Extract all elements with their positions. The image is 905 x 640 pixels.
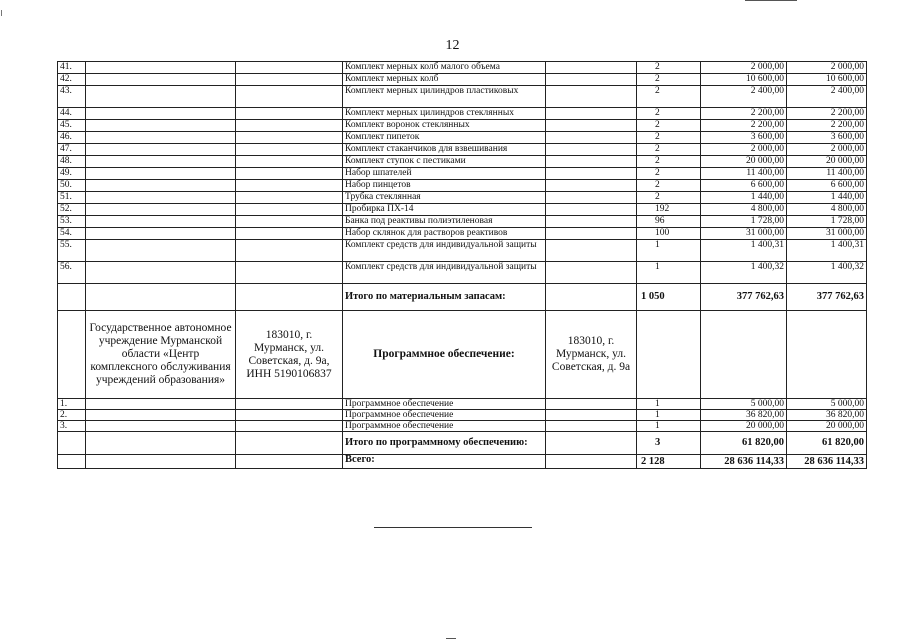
empty-cell xyxy=(86,240,236,262)
software-total-sum: 61 820,00 xyxy=(787,432,867,455)
empty-cell xyxy=(546,216,637,228)
row-number: 1. xyxy=(58,399,86,410)
empty-cell xyxy=(86,74,236,86)
empty-cell xyxy=(236,62,343,74)
item-quantity: 192 xyxy=(637,204,701,216)
row-number: 48. xyxy=(58,156,86,168)
page-number: 12 xyxy=(445,38,460,53)
item-price: 1 440,00 xyxy=(701,192,787,204)
empty-cell xyxy=(236,132,343,144)
empty-cell xyxy=(236,192,343,204)
material-total-sum: 377 762,63 xyxy=(787,284,867,311)
empty-cell xyxy=(546,204,637,216)
empty-cell xyxy=(86,132,236,144)
empty-cell xyxy=(236,240,343,262)
empty-cell xyxy=(236,399,343,410)
empty-cell xyxy=(86,284,236,311)
item-sum: 1 400,32 xyxy=(787,262,867,284)
table-row xyxy=(58,262,867,284)
table-row xyxy=(58,399,867,410)
item-price: 31 000,00 xyxy=(701,228,787,240)
empty-cell xyxy=(86,432,236,455)
empty-cell xyxy=(58,311,86,399)
software-total-qty: 3 xyxy=(637,432,701,455)
table-row xyxy=(58,228,867,240)
item-name: Комплект мерных колб xyxy=(343,74,546,86)
grand-total-qty: 2 128 xyxy=(637,455,701,469)
empty-cell xyxy=(58,455,86,469)
empty-cell xyxy=(546,284,637,311)
item-price: 10 600,00 xyxy=(701,74,787,86)
item-name: Набор шпателей xyxy=(343,168,546,180)
empty-cell xyxy=(86,62,236,74)
empty-cell xyxy=(546,86,637,108)
item-price: 3 600,00 xyxy=(701,132,787,144)
grand-total-sum: 28 636 114,33 xyxy=(787,455,867,469)
empty-cell xyxy=(86,410,236,421)
software-section-title: Программное обеспечение: xyxy=(343,311,546,399)
empty-cell xyxy=(546,144,637,156)
empty-cell xyxy=(236,284,343,311)
empty-cell xyxy=(86,86,236,108)
table-row xyxy=(58,204,867,216)
table-row xyxy=(58,86,867,108)
empty-cell xyxy=(86,455,236,469)
row-number: 43. xyxy=(58,86,86,108)
material-total-row xyxy=(58,284,867,311)
row-number: 56. xyxy=(58,262,86,284)
empty-cell xyxy=(546,262,637,284)
item-name: Комплект средств для индивидуальной защиты xyxy=(343,262,546,284)
item-name: Комплект стаканчиков для взвешивания xyxy=(343,144,546,156)
row-number: 3. xyxy=(58,421,86,432)
empty-cell xyxy=(236,144,343,156)
row-number: 2. xyxy=(58,410,86,421)
item-name: Комплект мерных цилиндров пластиковых xyxy=(343,86,546,108)
empty-cell xyxy=(86,108,236,120)
item-name: Пробирка ПХ-14 xyxy=(343,204,546,216)
item-sum: 1 440,00 xyxy=(787,192,867,204)
item-sum: 3 600,00 xyxy=(787,132,867,144)
item-quantity: 2 xyxy=(637,132,701,144)
item-name: Комплект воронок стеклянных xyxy=(343,120,546,132)
item-name: Комплект средств для индивидуальной защиты xyxy=(343,240,546,262)
empty-cell xyxy=(236,262,343,284)
empty-cell xyxy=(236,180,343,192)
item-price: 1 400,32 xyxy=(701,262,787,284)
item-price: 2 200,00 xyxy=(701,120,787,132)
empty-cell xyxy=(546,192,637,204)
software-rows xyxy=(58,399,867,432)
item-sum: 10 600,00 xyxy=(787,74,867,86)
item-sum: 2 000,00 xyxy=(787,62,867,74)
empty-cell xyxy=(546,156,637,168)
software-total-price: 61 820,00 xyxy=(701,432,787,455)
item-price: 20 000,00 xyxy=(701,421,787,432)
item-name: Программное обеспечение xyxy=(343,421,546,432)
item-sum: 2 000,00 xyxy=(787,144,867,156)
row-number: 49. xyxy=(58,168,86,180)
empty-cell xyxy=(86,120,236,132)
item-sum: 6 600,00 xyxy=(787,180,867,192)
table-row xyxy=(58,144,867,156)
empty-cell xyxy=(236,156,343,168)
empty-cell xyxy=(86,216,236,228)
item-quantity: 2 xyxy=(637,156,701,168)
empty-cell xyxy=(86,228,236,240)
empty-cell xyxy=(546,168,637,180)
empty-cell xyxy=(86,192,236,204)
item-price: 6 600,00 xyxy=(701,180,787,192)
item-quantity: 2 xyxy=(637,62,701,74)
item-quantity: 1 xyxy=(637,410,701,421)
row-number: 52. xyxy=(58,204,86,216)
item-price: 2 200,00 xyxy=(701,108,787,120)
empty-cell xyxy=(86,262,236,284)
item-quantity: 2 xyxy=(637,192,701,204)
empty-cell xyxy=(546,432,637,455)
empty-cell xyxy=(546,455,637,469)
item-name: Набор склянок для растворов реактивов xyxy=(343,228,546,240)
software-total-label: Итого по программному обеспечению: xyxy=(343,432,546,455)
empty-cell xyxy=(637,311,701,399)
organization-location: 183010, г. Мурманск, ул. Советская, д. 9а xyxy=(546,311,637,399)
row-number: 54. xyxy=(58,228,86,240)
item-sum: 2 400,00 xyxy=(787,86,867,108)
organization-name: Государственное автономное учреждение Мурманской области «Центр комплексного обслуживания учреждений образования» xyxy=(86,311,236,399)
organization-row xyxy=(58,311,867,399)
empty-cell xyxy=(546,228,637,240)
row-number: 45. xyxy=(58,120,86,132)
table-row xyxy=(58,240,867,262)
item-quantity: 1 xyxy=(637,421,701,432)
row-number: 46. xyxy=(58,132,86,144)
empty-cell xyxy=(236,168,343,180)
table-row xyxy=(58,132,867,144)
table-row xyxy=(58,156,867,168)
row-number: 53. xyxy=(58,216,86,228)
row-number: 55. xyxy=(58,240,86,262)
empty-cell xyxy=(546,399,637,410)
table-row xyxy=(58,180,867,192)
row-number: 50. xyxy=(58,180,86,192)
item-price: 2 000,00 xyxy=(701,62,787,74)
empty-cell xyxy=(236,120,343,132)
empty-cell xyxy=(86,180,236,192)
empty-cell xyxy=(546,74,637,86)
item-quantity: 2 xyxy=(637,180,701,192)
table-row xyxy=(58,74,867,86)
empty-cell xyxy=(546,132,637,144)
material-total-label: Итого по материальным запасам: xyxy=(343,284,546,311)
scan-mark xyxy=(1,10,2,16)
row-number: 42. xyxy=(58,74,86,86)
table-row xyxy=(58,192,867,204)
item-name: Комплект ступок с пестиками xyxy=(343,156,546,168)
item-price: 36 820,00 xyxy=(701,410,787,421)
item-name: Банка под реактивы полиэтиленовая xyxy=(343,216,546,228)
empty-cell xyxy=(546,180,637,192)
material-total-qty: 1 050 xyxy=(637,284,701,311)
row-number: 51. xyxy=(58,192,86,204)
item-sum: 1 728,00 xyxy=(787,216,867,228)
empty-cell xyxy=(546,410,637,421)
empty-cell xyxy=(86,204,236,216)
item-quantity: 1 xyxy=(637,399,701,410)
item-name: Трубка стеклянная xyxy=(343,192,546,204)
item-sum: 11 400,00 xyxy=(787,168,867,180)
grand-total-row xyxy=(58,455,867,469)
item-price: 11 400,00 xyxy=(701,168,787,180)
empty-cell xyxy=(58,284,86,311)
item-price: 2 000,00 xyxy=(701,144,787,156)
table-row xyxy=(58,421,867,432)
item-quantity: 2 xyxy=(637,168,701,180)
item-sum: 1 400,31 xyxy=(787,240,867,262)
item-quantity: 2 xyxy=(637,74,701,86)
empty-cell xyxy=(546,240,637,262)
organization-legal-address: 183010, г. Мурманск, ул. Советская, д. 9а, ИНН 5190106837 xyxy=(236,311,343,399)
closing-rule xyxy=(374,527,532,528)
item-price: 1 728,00 xyxy=(701,216,787,228)
empty-cell xyxy=(236,228,343,240)
empty-cell xyxy=(236,216,343,228)
empty-cell xyxy=(236,204,343,216)
table-row xyxy=(58,216,867,228)
inventory-table xyxy=(57,61,867,469)
empty-cell xyxy=(236,455,343,469)
item-quantity: 1 xyxy=(637,240,701,262)
item-sum: 20 000,00 xyxy=(787,421,867,432)
item-name: Комплект пипеток xyxy=(343,132,546,144)
item-name: Программное обеспечение xyxy=(343,399,546,410)
material-total-price: 377 762,63 xyxy=(701,284,787,311)
item-sum: 2 200,00 xyxy=(787,120,867,132)
table-row xyxy=(58,62,867,74)
grand-total-price: 28 636 114,33 xyxy=(701,455,787,469)
item-sum: 20 000,00 xyxy=(787,156,867,168)
item-quantity: 1 xyxy=(637,262,701,284)
empty-cell xyxy=(236,410,343,421)
empty-cell xyxy=(546,62,637,74)
item-name: Комплект мерных цилиндров стеклянных xyxy=(343,108,546,120)
empty-cell xyxy=(236,432,343,455)
item-price: 2 400,00 xyxy=(701,86,787,108)
item-quantity: 2 xyxy=(637,144,701,156)
empty-cell xyxy=(58,432,86,455)
table-row xyxy=(58,108,867,120)
item-name: Комплект мерных колб малого объема xyxy=(343,62,546,74)
item-sum: 4 800,00 xyxy=(787,204,867,216)
empty-cell xyxy=(86,168,236,180)
empty-cell xyxy=(787,311,867,399)
material-rows xyxy=(58,62,867,284)
grand-total-label: Всего: xyxy=(343,455,546,469)
item-price: 20 000,00 xyxy=(701,156,787,168)
item-sum: 36 820,00 xyxy=(787,410,867,421)
empty-cell xyxy=(236,421,343,432)
empty-cell xyxy=(236,86,343,108)
item-name: Набор пинцетов xyxy=(343,180,546,192)
item-price: 5 000,00 xyxy=(701,399,787,410)
empty-cell xyxy=(546,421,637,432)
empty-cell xyxy=(86,144,236,156)
item-quantity: 2 xyxy=(637,86,701,108)
empty-cell xyxy=(701,311,787,399)
item-quantity: 96 xyxy=(637,216,701,228)
row-number: 44. xyxy=(58,108,86,120)
table-row xyxy=(58,168,867,180)
item-sum: 2 200,00 xyxy=(787,108,867,120)
empty-cell xyxy=(86,156,236,168)
row-number: 41. xyxy=(58,62,86,74)
item-quantity: 2 xyxy=(637,108,701,120)
item-price: 1 400,31 xyxy=(701,240,787,262)
item-sum: 31 000,00 xyxy=(787,228,867,240)
item-name: Программное обеспечение xyxy=(343,410,546,421)
empty-cell xyxy=(546,108,637,120)
top-edge-line xyxy=(745,0,797,1)
empty-cell xyxy=(546,120,637,132)
item-quantity: 2 xyxy=(637,120,701,132)
item-price: 4 800,00 xyxy=(701,204,787,216)
software-total-row xyxy=(58,432,867,455)
table-row xyxy=(58,410,867,421)
empty-cell xyxy=(86,421,236,432)
item-sum: 5 000,00 xyxy=(787,399,867,410)
footer-mark xyxy=(446,638,456,639)
table-row xyxy=(58,120,867,132)
empty-cell xyxy=(236,108,343,120)
empty-cell xyxy=(236,74,343,86)
empty-cell xyxy=(86,399,236,410)
row-number: 47. xyxy=(58,144,86,156)
item-quantity: 100 xyxy=(637,228,701,240)
